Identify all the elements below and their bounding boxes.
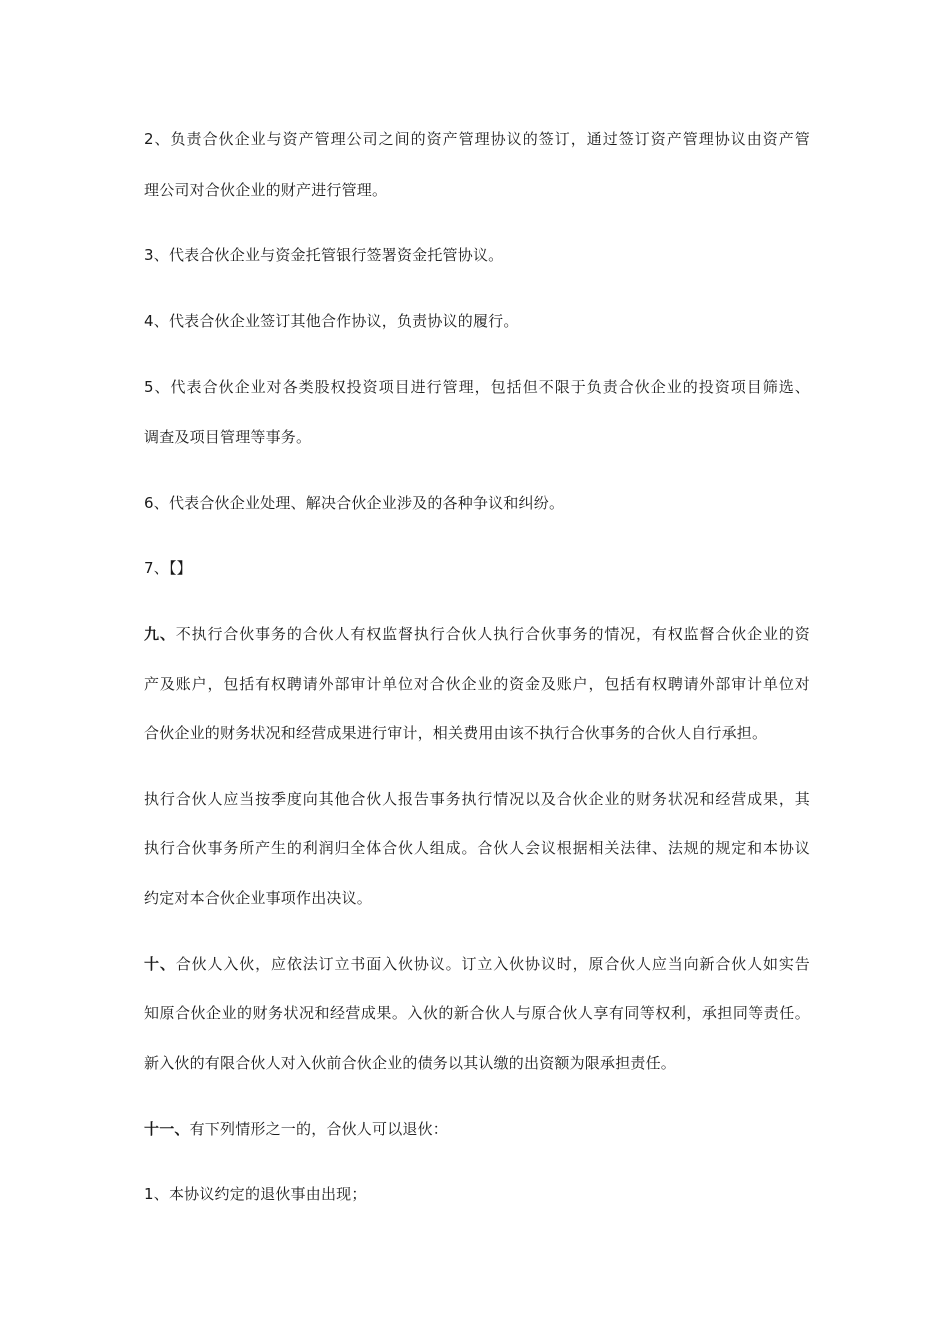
paragraph-line	[144, 1003, 810, 1023]
line-text: 新入伙的有限合伙人对入伙前合伙企业的债务以其认缴的出资额为限承担责任。	[144, 1054, 677, 1072]
line-text: 合伙企业的财务状况和经营成果进行审计，相关费用由该不执行合伙事务的合伙人自行承担。	[144, 724, 768, 742]
line-text: 执行合伙事务所产生的利润归全体合伙人组成。合伙人会议根据相关法律、法规的规定和本协议	[144, 839, 810, 857]
paragraph-line	[144, 558, 810, 578]
line-text: 执行合伙人应当按季度向其他合伙人报告事务执行情况以及合伙企业的财务状况和经营成果，其	[144, 790, 810, 808]
paragraph-line	[144, 888, 810, 908]
paragraph-line	[144, 427, 810, 447]
paragraph-line	[144, 311, 810, 331]
line-text: 合伙人入伙，应依法订立书面入伙协议。订立入伙协议时，原合伙人应当向新合伙人如实告	[175, 955, 810, 973]
paragraph-line	[144, 954, 810, 974]
line-text: 调查及项目管理等事务。	[144, 428, 312, 446]
clause-number: 十、	[144, 955, 176, 973]
line-text: 知原合伙企业的财务状况和经营成果。入伙的新合伙人与原合伙人享有同等权利，承担同等责任。	[144, 1004, 810, 1022]
line-text: 理公司对合伙企业的财产进行管理。	[144, 181, 388, 199]
paragraph-line	[144, 789, 810, 809]
line-text: 6、代表合伙企业处理、解决合伙企业涉及的各种争议和纠纷。	[144, 494, 565, 512]
line-text: 5、代表合伙企业对各类股权投资项目进行管理，包括但不限于负责合伙企业的投资项目筛选、	[144, 378, 810, 396]
line-text: 7、【】	[144, 559, 192, 577]
line-text: 4、代表合伙企业签订其他合作协议，负责协议的履行。	[144, 312, 519, 330]
paragraph-line	[144, 493, 810, 513]
paragraph-line	[144, 377, 810, 397]
paragraph-line	[144, 1184, 810, 1204]
line-text: 有下列情形之一的，合伙人可以退伙：	[189, 1120, 449, 1138]
line-text: 不执行合伙事务的合伙人有权监督执行合伙人执行合伙事务的情况，有权监督合伙企业的资	[175, 625, 810, 643]
line-text: 1、本协议约定的退伙事由出现；	[144, 1185, 367, 1203]
paragraph-line	[144, 245, 810, 265]
paragraph-line	[144, 674, 810, 694]
clause-number: 十一、	[144, 1120, 190, 1138]
paragraph-line	[144, 180, 810, 200]
paragraph-line	[144, 624, 810, 644]
paragraph-line	[144, 129, 810, 149]
paragraph-line	[144, 1119, 810, 1139]
line-text: 产及账户，包括有权聘请外部审计单位对合伙企业的资金及账户，包括有权聘请外部审计单位对	[144, 675, 810, 693]
paragraph-line	[144, 723, 810, 743]
clause-number: 九、	[144, 625, 176, 643]
line-text: 2、负责合伙企业与资产管理公司之间的资产管理协议的签订，通过签订资产管理协议由资产管	[144, 130, 810, 148]
line-text: 约定对本合伙企业事项作出决议。	[144, 889, 373, 907]
paragraph-line	[144, 1053, 810, 1073]
paragraph-line	[144, 838, 810, 858]
line-text: 3、代表合伙企业与资金托管银行签署资金托管协议。	[144, 246, 504, 264]
